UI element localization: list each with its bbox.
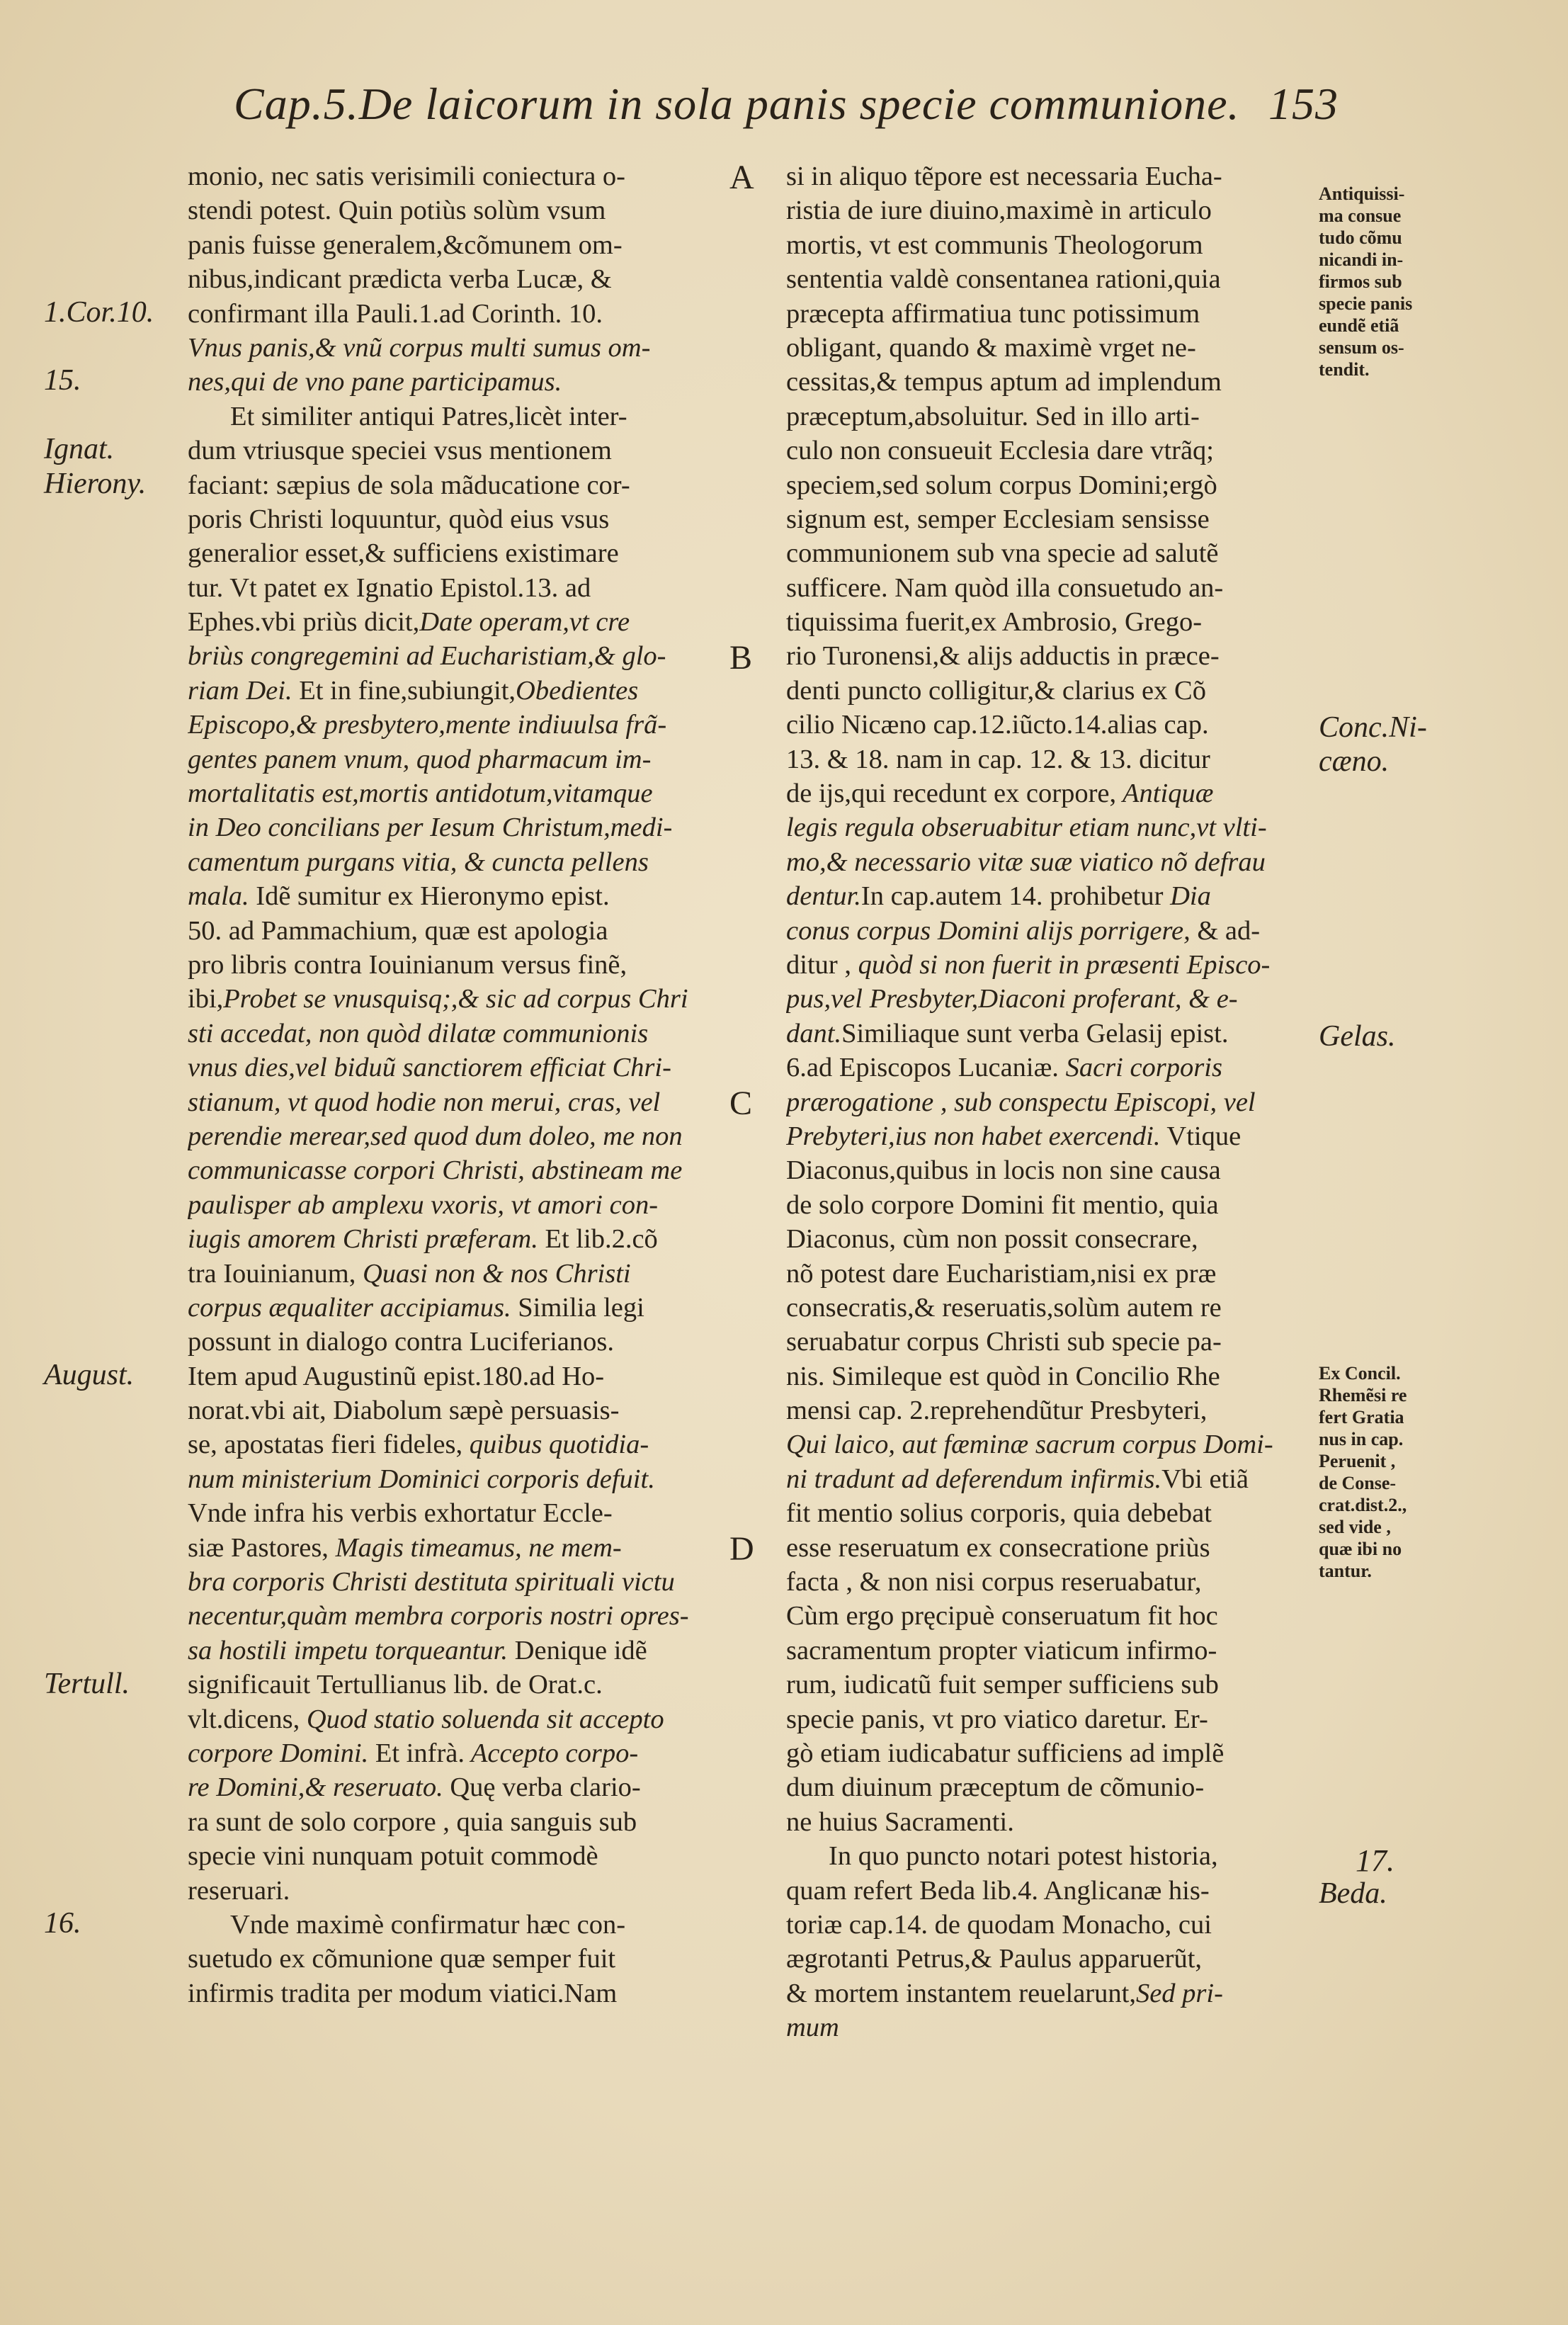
line-text: dum vtriusque speciei vsus mentionem [188,436,612,466]
text-line [786,1976,1319,2010]
line-text: Similiaque sunt verba Gelasij epist. [841,1018,1229,1048]
line-text: nis. Simileque est quòd in Concilio Rhe [786,1361,1220,1391]
line-text: infirmis tradita per modum viatici.Nam [188,1978,618,2008]
line-text: reseruari. [188,1875,290,1906]
line-italic-text: Qui laico, aut fæminæ sacrum corpus Domi- [786,1430,1273,1460]
line-text: de solo corpore Domini fit mentio, quia [786,1189,1219,1220]
section-letter: C [729,1084,753,1122]
line-italic-text: stianum, vt quod hodie non merui, cras, vel [188,1087,661,1117]
text-line [786,2010,1319,2044]
line-text: culo non consueuit Ecclesia dare vtrãq; [786,436,1215,466]
side-note [1319,1019,1396,1053]
line-text: specie vini nunquam potuit commodè [188,1841,598,1872]
line-italic-text: legis regula obseruabitur etiam nunc,vt vlti- [786,813,1267,843]
text-line [188,1085,726,1119]
line-text: præcepta affirmatiua tunc potissimum [786,298,1200,329]
line-text: speciem,sed solum corpus Domini;ergò [786,470,1217,500]
line-italic-text: communicasse corpori Christi, abstineam me [188,1155,683,1186]
side-note-line: nicandi in- [1319,249,1404,271]
text-line [188,948,726,982]
text-line [786,502,1319,536]
text-line [786,605,1319,639]
line-text: Denique idẽ [508,1635,647,1665]
text-line [786,914,1319,948]
line-italic-text: Sacri corporis [1058,1053,1222,1083]
line-text: tur. Vt patet ex Ignatio Epistol.13. ad [188,572,591,603]
line-text: Diaconus, cùm non possit consecrare, [786,1224,1198,1255]
line-text: Diaconus,quibus in locis non sine causa [786,1155,1221,1186]
text-line [786,571,1319,605]
margin-reference: Ignat. [44,433,115,466]
text-line [786,1427,1319,1461]
text-line [786,1462,1319,1496]
text-line [188,262,726,296]
line-text: rum, iudicatũ fuit semper sufficiens sub [786,1670,1219,1700]
line-text: ditur , [786,949,851,980]
text-line [786,1393,1319,1427]
text-line [786,1599,1319,1633]
line-italic-text: necentur,quàm membra corporis nostri opres- [188,1601,689,1631]
text-line [786,708,1319,742]
line-text: si in aliquo tẽpore est necessaria Eucha- [786,162,1222,191]
side-note-line: firmos sub [1319,271,1402,293]
page-number: 153 [1268,79,1339,129]
line-text: dum diuinum præceptum de cõmunio- [786,1772,1205,1803]
line-italic-text: mala. [188,881,249,912]
section-letter: D [729,1530,754,1568]
line-text: denti puncto colligitur,& clarius ex Cõ [786,675,1206,706]
text-line [786,365,1319,399]
line-text: quam refert Beda lib.4. Anglicanæ his- [786,1875,1210,1906]
text-line [188,1668,726,1702]
line-italic-text: sti accedat, non quòd dilatæ communionis [188,1018,649,1048]
line-italic-text: Date operam,vt cre [419,607,630,638]
text-line [188,810,726,844]
side-note [1319,1362,1407,1582]
text-line [786,1119,1319,1153]
line-text: panis fuisse generalem,&cõmunem om- [188,230,623,260]
line-italic-text: Accepto corpo- [464,1738,639,1768]
text-line [188,639,726,673]
text-line [188,1291,726,1325]
line-text: Et infrà. [368,1738,465,1768]
margin-reference: 15. [44,364,81,397]
text-line [786,159,1319,193]
line-text: communionem sub vna specie ad salutẽ [786,538,1219,569]
line-text: cessitas,& tempus aptum ad implendum [786,367,1222,397]
line-italic-text: mortalitatis est,mortis antidotum,vitamque [188,779,653,809]
line-italic-text: Quod statio soluenda sit accepto [300,1704,664,1734]
text-line [786,982,1319,1016]
text-line [188,914,726,948]
text-line [786,1291,1319,1325]
text-line [188,708,726,742]
line-text: Ephes.vbi priùs dicit, [188,607,420,638]
line-text: significauit Tertullianus lib. de Orat.c. [188,1670,603,1700]
side-note-line: cæno. [1319,745,1390,779]
line-italic-text: paulisper ab amplexu vxoris, vt amori con- [188,1189,659,1220]
line-italic-text: vnus dies,vel biduũ sanctiorem efficiat Chri- [188,1053,671,1083]
side-note-line: tendit. [1319,359,1370,380]
line-text: monio, nec satis verisimili coniectura o- [188,162,625,191]
text-line [188,159,726,193]
line-text: Vnus panis,& vnũ corpus multi sumus om- [188,332,651,363]
text-line [188,1599,726,1633]
margin-reference: August. [44,1359,135,1391]
line-italic-text: re Domini,& reseruato. [188,1772,443,1803]
text-line [188,1770,726,1804]
line-text: 50. ad Pammachium, quæ est apologia [188,915,608,946]
line-text: signum est, semper Ecclesiam sensisse [786,504,1210,534]
margin-reference: Tertull. [44,1667,130,1700]
line-text: 6.ad Episcopos Lucaniæ. [786,1053,1059,1083]
line-text: & ad- [1190,915,1261,946]
side-note-line: sensum os- [1319,337,1404,358]
line-text: specie panis, vt pro viatico daretur. Er- [786,1704,1208,1734]
line-italic-text: Antiquæ [1116,779,1214,809]
line-text: seruabatur corpus Christi sub specie pa- [786,1327,1222,1357]
text-line [188,1736,726,1770]
line-italic-text: mo,& necessario vitæ suæ viatico nõ defrau [786,847,1266,877]
side-note-line: Gelas. [1319,1020,1396,1053]
text-line [786,331,1319,365]
line-italic-text: riam Dei. [188,675,292,706]
text-line [786,1153,1319,1187]
side-note-line: 17. [1356,1843,1394,1878]
line-text: Similia legi [511,1292,644,1323]
text-line [188,1634,726,1668]
line-text: norat.vbi ait, Diabolum sæpè persuasis- [188,1396,620,1426]
line-italic-text: dentur. [786,881,861,912]
line-italic-text: iugis amorem Christi præferam. [188,1224,538,1255]
text-line [786,1085,1319,1119]
text-line [188,776,726,810]
text-line [188,193,726,227]
line-text: sententia valdè consentanea rationi,quia [786,264,1221,295]
line-text: Quę verba clario- [443,1772,641,1803]
side-note-line: Antiquissi- [1319,183,1405,205]
margin-reference: 16. [44,1907,81,1940]
text-line [188,879,726,913]
text-line [188,1393,726,1427]
text-line [188,742,726,776]
text-line [786,742,1319,776]
line-italic-text: Episcopo,& presbytero,mente indiuulsa frã- [188,710,667,740]
line-text: Et lib.2.cõ [538,1224,658,1255]
side-note [1319,1843,1394,1879]
line-text: Item apud Augustinũ epist.180.ad Ho- [188,1361,605,1391]
line-text: vlt.dicens, [188,1704,300,1734]
text-line [786,193,1319,227]
text-line [786,228,1319,262]
line-text: Vnde maximè confirmatur hæc con- [230,1909,626,1940]
line-text: ægrotanti Petrus,& Paulus apparuerũt, [786,1944,1203,1974]
line-italic-text: quibus quotidia- [462,1430,649,1460]
text-line [786,1496,1319,1530]
side-note-line: sed vide , [1319,1517,1391,1537]
text-line [786,674,1319,708]
text-line [786,1702,1319,1736]
text-line [786,1668,1319,1702]
text-line [786,1770,1319,1804]
text-line [786,1051,1319,1085]
line-text: stendi potest. Quin potiùs solùm vsum [188,196,606,226]
side-note-line: nus in cap. [1319,1429,1404,1449]
side-note-line: ma consue [1319,205,1402,227]
line-italic-text: Sed pri- [1135,1978,1223,2008]
text-line [188,1805,726,1839]
side-note-line: tudo cõmu [1319,227,1402,249]
running-title: Cap.5.De laicorum in sola panis specie communione. [234,79,1240,129]
line-text: suetudo ex cõmunione quæ semper fuit [188,1944,616,1974]
line-italic-text: ni tradunt ad deferendum infirmis. [786,1464,1162,1494]
text-line [786,1325,1319,1359]
text-line [188,1325,726,1359]
line-text: 13. & 18. nam in cap. 12. & 13. dicitur [786,744,1210,774]
line-italic-text: prærogatione , sub conspectu Episcopi, vel [786,1087,1256,1117]
line-italic-text: pus,vel Presbyter,Diaconi proferant, & e- [786,984,1238,1014]
line-text: In quo puncto notari potest historia, [829,1841,1218,1872]
text-line [786,400,1319,434]
section-letter: B [729,638,753,677]
line-text: Cùm ergo pręcipuè conseruatum fit hoc [786,1601,1218,1631]
line-italic-text: Dia [1163,881,1211,912]
line-text: confirmant illa Pauli.1.ad Corinth. 10. [188,298,603,329]
line-italic-text: perendie merear,sed quod dum doleo, me non [188,1121,683,1151]
text-line [786,1222,1319,1256]
line-italic-text: mum [786,2013,839,2043]
text-line [786,948,1319,982]
text-line [188,605,726,639]
text-line [188,1942,726,1976]
text-line [786,1017,1319,1051]
text-line [188,1017,726,1051]
text-line [188,1257,726,1291]
text-line [188,331,726,365]
line-text: se, apostatas fieri fideles, [188,1430,463,1460]
margin-reference: Hierony. [44,467,147,500]
line-text: Et similiter antiqui Patres,licèt inter- [230,401,627,431]
line-italic-text: conus corpus Domini alijs porrigere, [786,915,1191,946]
line-text: ristia de iure diuino,maximè in articulo [786,196,1212,226]
line-italic-text: Magis timeamus, ne mem- [328,1532,622,1563]
line-text: pro libris contra Iouinianum versus finẽ, [188,949,627,980]
text-line [786,1736,1319,1770]
text-line [188,982,726,1016]
text-line [786,776,1319,810]
left-text-column [188,159,726,2010]
line-text: mortis, vt est communis Theologorum [786,230,1203,260]
text-line [786,639,1319,673]
line-text: sufficere. Nam quòd illa consuetudo an- [786,572,1224,603]
text-line [786,1942,1319,1976]
line-text: generalior esset,& sufficiens existimare [188,538,619,569]
line-italic-text: corpus æqualiter accipiamus. [188,1292,511,1323]
line-text: esse reseruatum ex consecratione priùs [786,1532,1210,1563]
text-line [786,1805,1319,1839]
text-line [188,365,726,399]
running-header [234,78,1339,142]
line-italic-text: in Deo concilians per Iesum Christum,medi- [188,813,673,843]
text-line [188,1565,726,1599]
line-text: faciant: sæpius de sola mãducatione cor- [188,470,630,500]
side-note-line: fert Gratia [1319,1407,1404,1427]
line-italic-text: num ministerium Dominici corporis defuit. [188,1464,655,1494]
line-italic-text: bra corporis Christi destituta spirituali victu [188,1567,675,1597]
margin-reference: 1.Cor.10. [44,295,154,329]
text-line [786,1874,1319,1908]
side-note-line: Ex Concil. [1319,1363,1401,1384]
text-line [786,297,1319,331]
line-text: nes,qui de vno pane participamus. [188,367,562,397]
text-line [188,1839,726,1873]
text-line [188,1496,726,1530]
text-line [786,1634,1319,1668]
side-note-line: Conc.Ni- [1319,711,1427,745]
line-text: facta , & non nisi corpus reseruabatur, [786,1567,1202,1597]
line-text: de ijs,qui recedunt ex corpore, [786,779,1117,809]
text-line [188,1531,726,1565]
text-line [188,1462,726,1496]
text-line [188,1427,726,1461]
text-line [188,845,726,879]
line-text: præceptum,absoluitur. Sed in illo arti- [786,401,1200,431]
line-italic-text: Quasi non & nos Christi [356,1258,631,1289]
text-line [188,571,726,605]
side-note [1319,183,1412,380]
line-italic-text: Obedientes [516,675,639,706]
line-text: rio Turonensi,& alijs adductis in præce- [786,641,1220,672]
line-italic-text: dant. [786,1018,842,1048]
side-note-line: tantur. [1319,1561,1372,1581]
side-note [1319,1877,1387,1911]
side-note-line: de Conse- [1319,1473,1397,1493]
line-text: siæ Pastores, [188,1532,329,1563]
line-text: consecratis,& reseruatis,solùm autem re [786,1292,1222,1323]
text-line [188,1222,726,1256]
line-text: cilio Nicæno cap.12.iũcto.14.alias cap. [786,710,1209,740]
text-line [188,536,726,570]
text-line [188,1153,726,1187]
right-text-column [786,159,1319,2044]
line-text: & mortem instantem reuelarunt, [786,1978,1136,2008]
text-line [188,1051,726,1085]
side-note-line: eundẽ etiã [1319,315,1399,336]
line-text: Idẽ sumitur ex Hieronymo epist. [249,881,610,912]
text-line [188,1908,726,1942]
text-line [786,468,1319,502]
text-line [786,1908,1319,1942]
line-italic-text: corpore Domini. [188,1738,369,1768]
text-line [188,1874,726,1908]
text-line [188,1702,726,1736]
text-line [786,1359,1319,1393]
text-line [188,1188,726,1222]
side-note-line: Rhemẽsi re [1319,1385,1407,1405]
text-line [786,536,1319,570]
line-text: Vnde infra his verbis exhortatur Eccle- [188,1498,613,1529]
line-italic-text: quòd si non fuerit in præsenti Episco- [851,949,1271,980]
line-text: gò etiam iudicabatur sufficiens ad implẽ [786,1738,1225,1768]
line-italic-text: gentes panem vnum, quod pharmacum im- [188,744,652,774]
text-line [786,1188,1319,1222]
line-text: nibus,indicant prædicta verba Lucæ, & [188,264,612,295]
text-line [188,1359,726,1393]
side-note-line: Beda. [1319,1877,1387,1910]
text-line [188,468,726,502]
text-line [786,1565,1319,1599]
text-line [786,879,1319,913]
line-text: Vtique [1160,1121,1242,1151]
line-text: ne huius Sacramenti. [786,1806,1014,1837]
side-note-line: specie panis [1319,293,1413,315]
line-italic-text: sa hostili impetu torqueantur. [188,1635,509,1665]
line-text: toriæ cap.14. de quodam Monacho, cui [786,1909,1212,1940]
line-text: fit mentio solius corporis, quia debebat [786,1498,1212,1529]
text-line [786,262,1319,296]
text-line [786,810,1319,844]
text-line [786,845,1319,879]
text-line [786,434,1319,468]
text-line [188,1119,726,1153]
side-note-line: quæ ibi no [1319,1539,1402,1559]
line-text: nõ potest dare Eucharistiam,nisi ex præ [786,1258,1217,1289]
line-text: poris Christi loquuntur, quòd eius vsus [188,504,610,534]
side-note [1319,711,1427,779]
text-line [188,674,726,708]
line-text: mensi cap. 2.reprehendũtur Presbyteri, [786,1396,1208,1426]
text-line [786,1839,1319,1873]
text-line [786,1257,1319,1291]
text-line [188,228,726,262]
text-line [188,502,726,536]
side-note-line: Peruenit , [1319,1451,1396,1471]
line-text: sacramentum propter viaticum infirmo- [786,1635,1217,1665]
line-text: Vbi etiã [1161,1464,1249,1494]
side-note-line: crat.dist.2., [1319,1495,1407,1515]
line-italic-text: Prebyteri,ius non habet exercendi. [786,1121,1161,1151]
line-text: ibi, [188,984,224,1014]
line-text: tra Iouinianum, [188,1258,356,1289]
line-text: tiquissima fuerit,ex Ambrosio, Grego- [786,607,1203,638]
text-line [188,434,726,468]
line-italic-text: Probet se vnusquisq;,& sic ad corpus Chri [223,984,688,1014]
line-text: ra sunt de solo corpore , quia sanguis sub [188,1806,637,1837]
line-italic-text: camentum purgans vitia, & cuncta pellens [188,847,649,877]
line-text: obligant, quando & maximè vrget ne- [786,332,1196,363]
text-line [188,297,726,331]
text-line [786,1531,1319,1565]
line-text: Et in fine,subiungit, [292,675,516,706]
text-line [188,1976,726,2010]
line-text: possunt in dialogo contra Luciferianos. [188,1327,614,1357]
line-text: In cap.autem 14. prohibetur [860,881,1164,912]
line-italic-text: briùs congregemini ad Eucharistiam,& glo- [188,641,666,672]
text-line [188,400,726,434]
section-letter: A [729,159,754,196]
